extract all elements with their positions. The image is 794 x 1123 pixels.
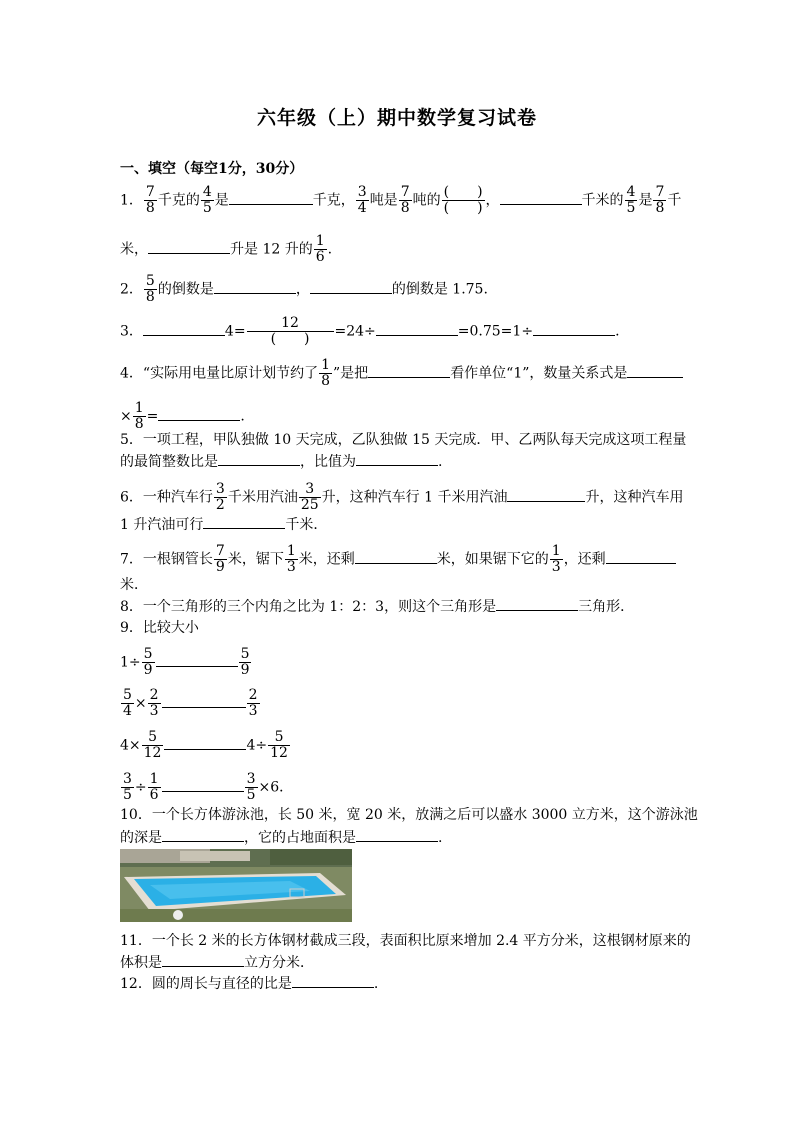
- answer-blank[interactable]: [229, 190, 313, 205]
- page-title: 六年级（上）期中数学复习试卷: [256, 107, 537, 129]
- section-heading: 一、填空（每空1分，30分）: [120, 161, 304, 177]
- answer-blank[interactable]: [162, 777, 244, 792]
- answer-blank[interactable]: [606, 549, 676, 564]
- question-6: 6．一种汽车行 $\frac{3}{2}$ 千米用汽油 $\frac{3}{25}$ 升，这种汽车行 1 千米用汽油 升，这种汽车用: [120, 481, 684, 513]
- question-2: 2． $\frac{5}{8}$ 的倒数是 ， 的倒数是 1.75.: [120, 273, 488, 305]
- answer-blank[interactable]: [356, 451, 438, 466]
- answer-blank[interactable]: [507, 487, 585, 502]
- question-9: 9．比较大小: [120, 620, 199, 636]
- question-1-line-2: 米， 升是 12 升的 $\frac{1}{6}$ .: [120, 233, 333, 265]
- answer-blank[interactable]: [162, 827, 244, 842]
- answer-blank[interactable]: [203, 514, 285, 529]
- question-1: 1． $\frac{7}{8}$ 千克的 $\frac{4}{5}$ 是 千克， $\frac{3}{4}$ 吨是 $\frac{7}{8}$ 吨的 $\frac{( )}{( )}$ ， 千米的 $\frac{4}{5}$ 是 $\frac{7}{8}$ 千: [120, 184, 682, 216]
- question-10: 10．一个长方体游泳池，长 50 米，宽 20 米，放满之后可以盛水 3000 立方米，这个游泳池: [120, 807, 698, 823]
- answer-blank[interactable]: [148, 239, 230, 254]
- compare-row-3: 4× $\frac{5}{12}$ 4÷ $\frac{5}{12}$: [120, 729, 288, 761]
- answer-blank[interactable]: [143, 321, 225, 336]
- answer-blank[interactable]: [158, 406, 240, 421]
- answer-blank[interactable]: [355, 549, 437, 564]
- answer-blank[interactable]: [162, 693, 246, 708]
- question-5: 5．一项工程，甲队独做 10 天完成，乙队独做 15 天完成．甲、乙两队每天完成这项工程量: [120, 432, 687, 448]
- question-5-line-2: 的最简整数比是 ，比值为 .: [120, 451, 442, 472]
- answer-blank[interactable]: [292, 973, 374, 988]
- answer-blank[interactable]: [164, 735, 246, 750]
- question-12: 12．圆的周长与直径的比是 .: [120, 973, 378, 994]
- answer-blank[interactable]: [218, 451, 300, 466]
- compare-row-2: $\frac{5}{4}$ × $\frac{2}{3}$ $\frac{2}{3}$: [123, 687, 258, 719]
- question-7: 7．一根钢管长 $\frac{7}{9}$ 米，锯下 $\frac{1}{3}$ 米，还剩 米，如果锯下它的 $\frac{1}{3}$ ，还剩: [120, 544, 676, 575]
- question-7-line-2: 米．: [120, 577, 148, 593]
- question-10-line-2: 的深是 ，它的占地面积是 .: [120, 827, 442, 848]
- question-4-line-2: × $\frac{1}{8}$ = .: [120, 400, 245, 432]
- question-3: 3． 4= $\frac{12}{( )}$ =24÷ =0.75=1÷ .: [120, 315, 620, 347]
- answer-blank[interactable]: [368, 363, 450, 378]
- question-11-line-2: 体积是 立方分米．: [120, 952, 314, 973]
- answer-blank[interactable]: [310, 279, 392, 294]
- answer-blank[interactable]: [356, 827, 438, 842]
- answer-blank[interactable]: [156, 652, 238, 667]
- answer-blank[interactable]: [162, 952, 244, 967]
- answer-blank[interactable]: [496, 596, 578, 611]
- answer-blank[interactable]: [627, 363, 683, 378]
- question-8: 8．一个三角形的三个内角之比为 1：2：3，则这个三角形是 三角形．: [120, 596, 634, 617]
- compare-row-1: 1÷ $\frac{5}{9}$ $\frac{5}{9}$: [120, 646, 250, 678]
- answer-blank[interactable]: [376, 321, 458, 336]
- swimming-pool-photo: [120, 849, 352, 922]
- answer-blank[interactable]: [214, 279, 296, 294]
- answer-blank[interactable]: [500, 190, 582, 205]
- answer-blank[interactable]: [533, 321, 615, 336]
- compare-row-4: $\frac{3}{5}$ ÷ $\frac{1}{6}$ $\frac{3}{5}$ ×6．: [123, 771, 294, 803]
- question-11: 11．一个长 2 米的长方体钢材截成三段，表面积比原来增加 2.4 平方分米，这根钢材原来的: [120, 933, 691, 949]
- question-6-line-2: 1 升汽油可行 千米．: [120, 514, 327, 535]
- question-4: 4．“实际用电量比原计划节约了 $\frac{1}{8}$ ”是把 看作单位“1”，数量关系式是: [120, 358, 683, 389]
